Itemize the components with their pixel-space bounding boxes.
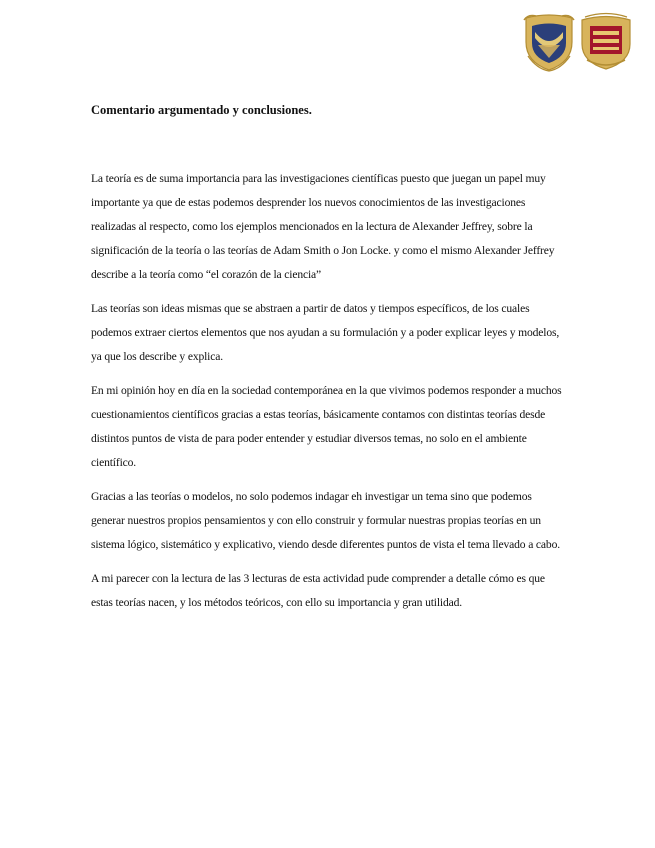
faculty-crest-icon [579, 12, 633, 72]
paragraph-5: A mi parecer con la lectura de las 3 lecturas de esta actividad pude comprender a detalle cómo es que estas teorías nacen, y los métodos teóricos, con ello su importancia y gran utilidad. [91, 572, 545, 609]
paragraph-2: Las teorías son ideas mismas que se abstraen a partir de datos y tiempos específicos, de los cuales podemos extraer ciertos elementos que nos ayudan a su formulación y a poder explicar leyes y modelos, ya que los describe y explica. [91, 302, 560, 363]
header-logos [522, 12, 634, 74]
paragraph-1: La teoría es de suma importancia para las investigaciones científicas puesto que juegan un papel muy importante ya que de estas podemos desprender los nuevos conocimientos de las investigaciones realizadas al respecto, como los ejemplos mencionados en la lectura de Alexander Jeffrey, sobre la significación de la teoría o las teorías de Adam Smith o Jon Locke. y como el mismo Alexander Jeffrey describe a la teoría como “el corazón de la ciencia” [91, 172, 555, 281]
unam-crest-icon [522, 12, 576, 72]
document-heading: Comentario argumentado y conclusiones. [91, 103, 312, 117]
paragraph-3: En mi opinión hoy en día en la sociedad contemporánea en la que vivimos podemos responder a muchos cuestionamientos científicos gracias a estas teorías, básicamente contamos con distintas teorías desde distintos puntos de vista de para poder entender y estudiar diversos temas, no solo en el ambiente científico. [91, 384, 562, 469]
document-body [91, 101, 567, 625]
paragraph-4: Gracias a las teorías o modelos, no solo podemos indagar eh investigar un tema sino que podemos generar nuestros propios pensamientos y con ello construir y formular nuestras propias teorías en un sistema lógico, sistemático y explicativo, viendo desde diferentes puntos de vista el tema llevado a cabo. [91, 490, 560, 551]
